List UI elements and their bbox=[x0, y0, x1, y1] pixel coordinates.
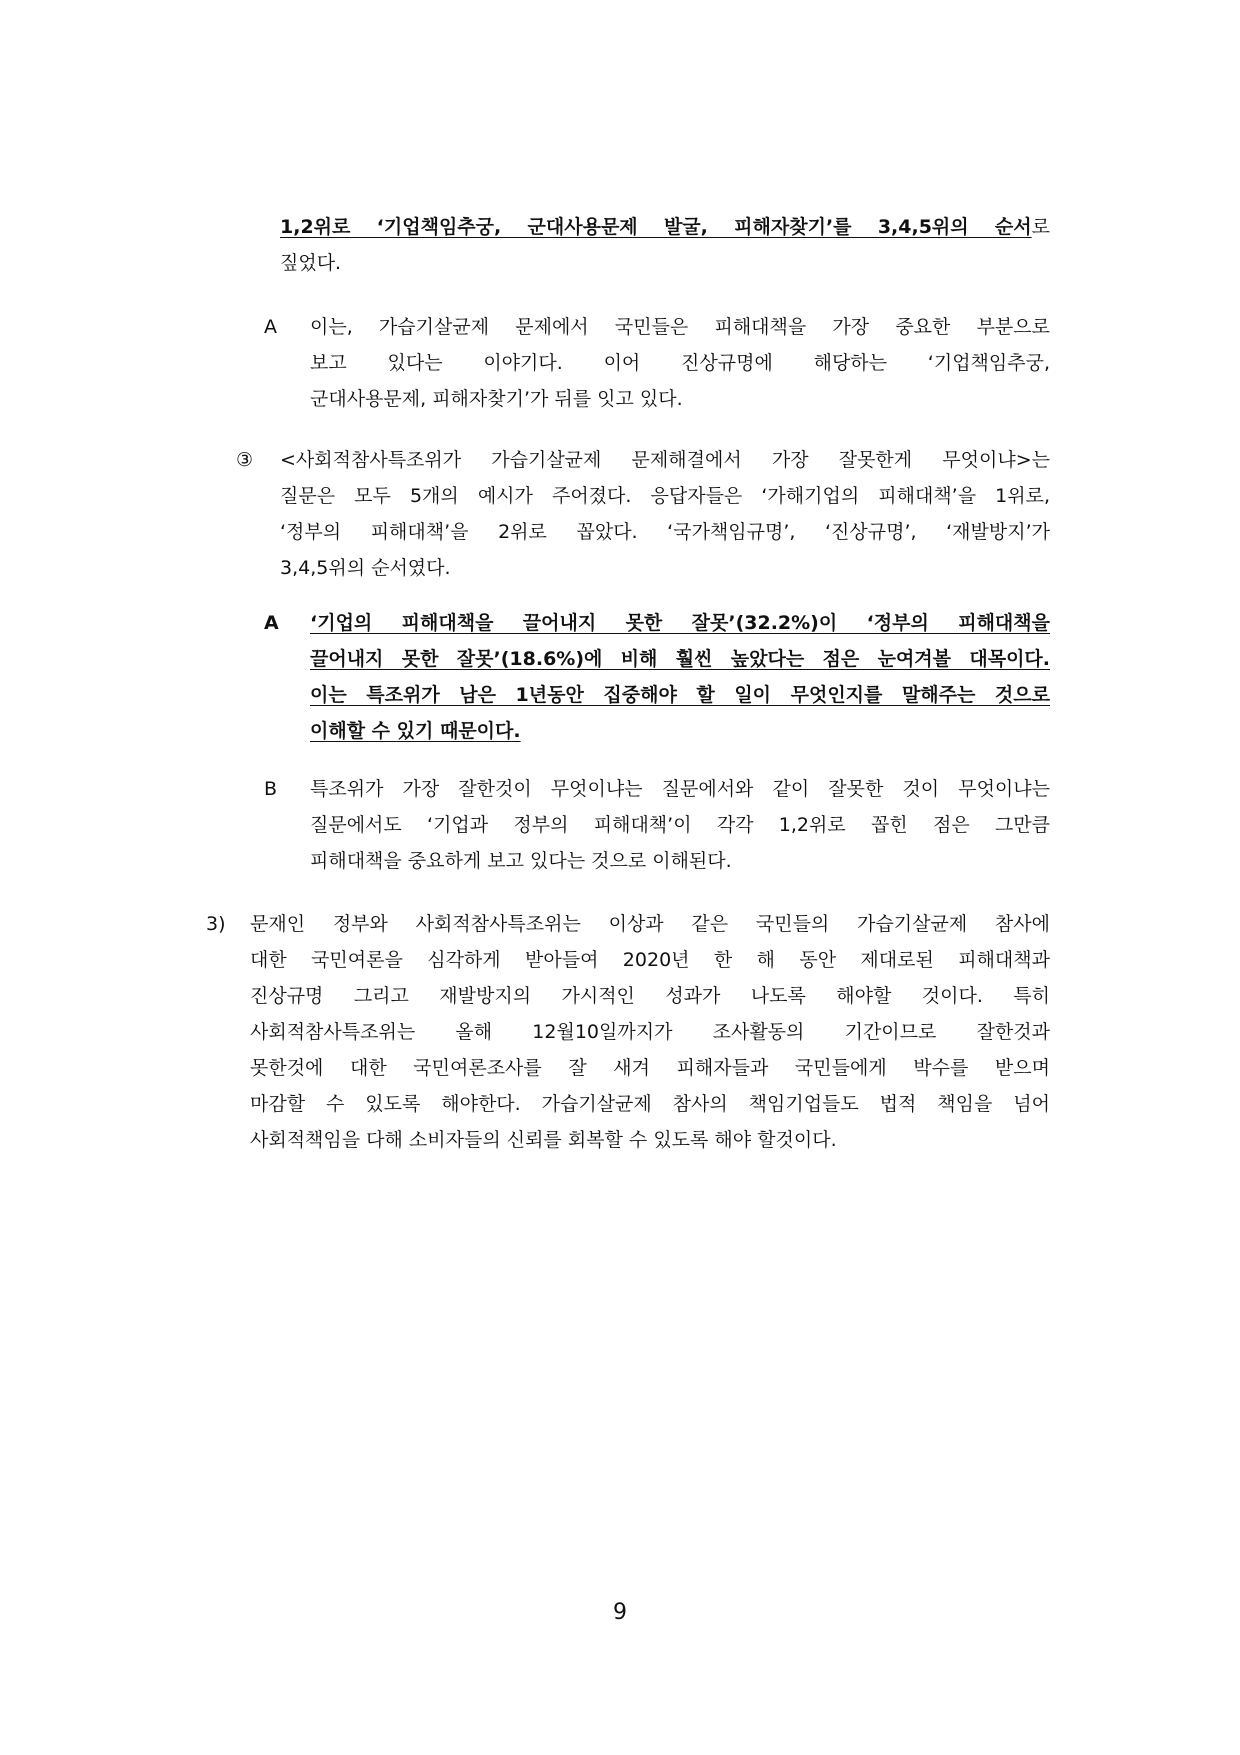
item-3b-line bbox=[250, 1086, 1050, 1122]
item-a2-marker: A bbox=[264, 612, 279, 634]
page-number: 9 bbox=[613, 1600, 627, 1625]
item-a2-line bbox=[310, 641, 1050, 677]
item-a2-line bbox=[310, 713, 1050, 749]
item-b-text: 특조위가 가장 잘한것이 무엇이냐는 질문에서와 같이 잘못한 것이 무엇이냐는 bbox=[310, 778, 1050, 800]
item-a2-text: 끌어내지 못한 잘못’(18.6%)에 비해 훨씬 높았다는 점은 눈여겨볼 대목이다. bbox=[310, 648, 1050, 670]
item-3-text: ‘정부의 피해대책’을 2위로 꼽았다. ‘국가책임규명’, ‘진상규명’, ‘재발방지’가 bbox=[280, 521, 1050, 543]
item-b-line: 피해대책을 중요하게 보고 있다는 것으로 이해된다. bbox=[310, 850, 732, 872]
item-b-marker: B bbox=[264, 778, 278, 800]
item-3b-line bbox=[250, 978, 1050, 1014]
item-3b-line bbox=[250, 942, 1050, 978]
item-3-line bbox=[280, 478, 1050, 514]
item-3b-line bbox=[250, 1014, 1050, 1050]
item-a1-line bbox=[310, 309, 1050, 345]
item-b-paragraph bbox=[310, 771, 1050, 879]
item-3b-text: 못한것에 대한 국민여론조사를 잘 새겨 피해자들과 국민들에게 박수를 받으며 bbox=[250, 1057, 1050, 1079]
item-a1-text: 이는, 가습기살균제 문제에서 국민들은 피해대책을 가장 중요한 부분으로 bbox=[310, 316, 1050, 338]
item-a1-line: 군대사용문제, 피해자찾기’가 뒤를 잇고 있다. bbox=[310, 388, 683, 410]
intro-bold-text: 1,2위로 ‘기업책임추궁, 군대사용문제 발굴, 피해자찾기’를 3,4,5위의 순서 bbox=[280, 216, 1032, 238]
item-a1-marker: A bbox=[264, 316, 277, 338]
item-3b-text: 마감할 수 있도록 해야한다. 가습기살균제 참사의 책임기업들도 법적 책임을 넘어 bbox=[250, 1093, 1050, 1115]
item-3-marker: ③ bbox=[236, 449, 254, 471]
item-3b-text: 진상규명 그리고 재발방지의 가시적인 성과가 나도록 해야할 것이다. 특히 bbox=[250, 985, 1050, 1007]
item-a1-line bbox=[310, 345, 1050, 381]
item-3b-text: 대한 국민여론을 심각하게 받아들여 2020년 한 해 동안 제대로된 피해대책과 bbox=[250, 949, 1050, 971]
item-3b-text: 문재인 정부와 사회적참사특조위는 이상과 같은 국민들의 가습기살균제 참사에 bbox=[250, 913, 1050, 935]
item-3b-paragraph bbox=[250, 906, 1050, 1158]
item-3b-marker: 3) bbox=[206, 913, 226, 935]
intro-paragraph bbox=[280, 209, 1050, 281]
item-3b-text: 사회적참사특조위는 올해 12월10일까지가 조사활동의 기간이므로 잘한것과 bbox=[250, 1021, 1050, 1043]
item-a2-line bbox=[310, 677, 1050, 713]
item-a2-line bbox=[310, 605, 1050, 641]
item-b-line bbox=[310, 807, 1050, 843]
intro-line-1 bbox=[280, 209, 1050, 245]
item-a2-paragraph bbox=[310, 605, 1050, 749]
item-3-paragraph bbox=[280, 442, 1050, 586]
intro-line-2: 짚었다. bbox=[280, 252, 342, 274]
item-3b-line bbox=[250, 906, 1050, 942]
item-3-text: 질문은 모두 5개의 예시가 주어졌다. 응답자들은 ‘가해기업의 피해대책’을 1위로, bbox=[280, 485, 1050, 507]
item-a1-paragraph bbox=[310, 309, 1050, 417]
item-a2-text: 이해할 수 있기 때문이다. bbox=[310, 720, 521, 742]
item-b-line bbox=[310, 771, 1050, 807]
item-3-line bbox=[280, 442, 1050, 478]
item-3-text: <사회적참사특조위가 가습기살균제 문제해결에서 가장 잘못한게 무엇이냐>는 bbox=[280, 449, 1050, 471]
item-3b-line: 사회적책임을 다해 소비자들의 신뢰를 회복할 수 있도록 해야 할것이다. bbox=[250, 1129, 837, 1151]
item-a2-text: ‘기업의 피해대책을 끌어내지 못한 잘못’(32.2%)이 ‘정부의 피해대책을 bbox=[310, 612, 1050, 634]
item-a2-text: 이는 특조위가 남은 1년동안 집중해야 할 일이 무엇인지를 말해주는 것으로 bbox=[310, 684, 1050, 706]
item-3-line bbox=[280, 514, 1050, 550]
item-a1-text: 보고 있다는 이야기다. 이어 진상규명에 해당하는 ‘기업책임추궁, bbox=[310, 352, 1050, 374]
item-b-text: 질문에서도 ‘기업과 정부의 피해대책’이 각각 1,2위로 꼽힌 점은 그만큼 bbox=[310, 814, 1050, 836]
intro-tail-text: 로 bbox=[1031, 216, 1050, 238]
item-3-line: 3,4,5위의 순서였다. bbox=[280, 557, 451, 579]
item-3b-line bbox=[250, 1050, 1050, 1086]
